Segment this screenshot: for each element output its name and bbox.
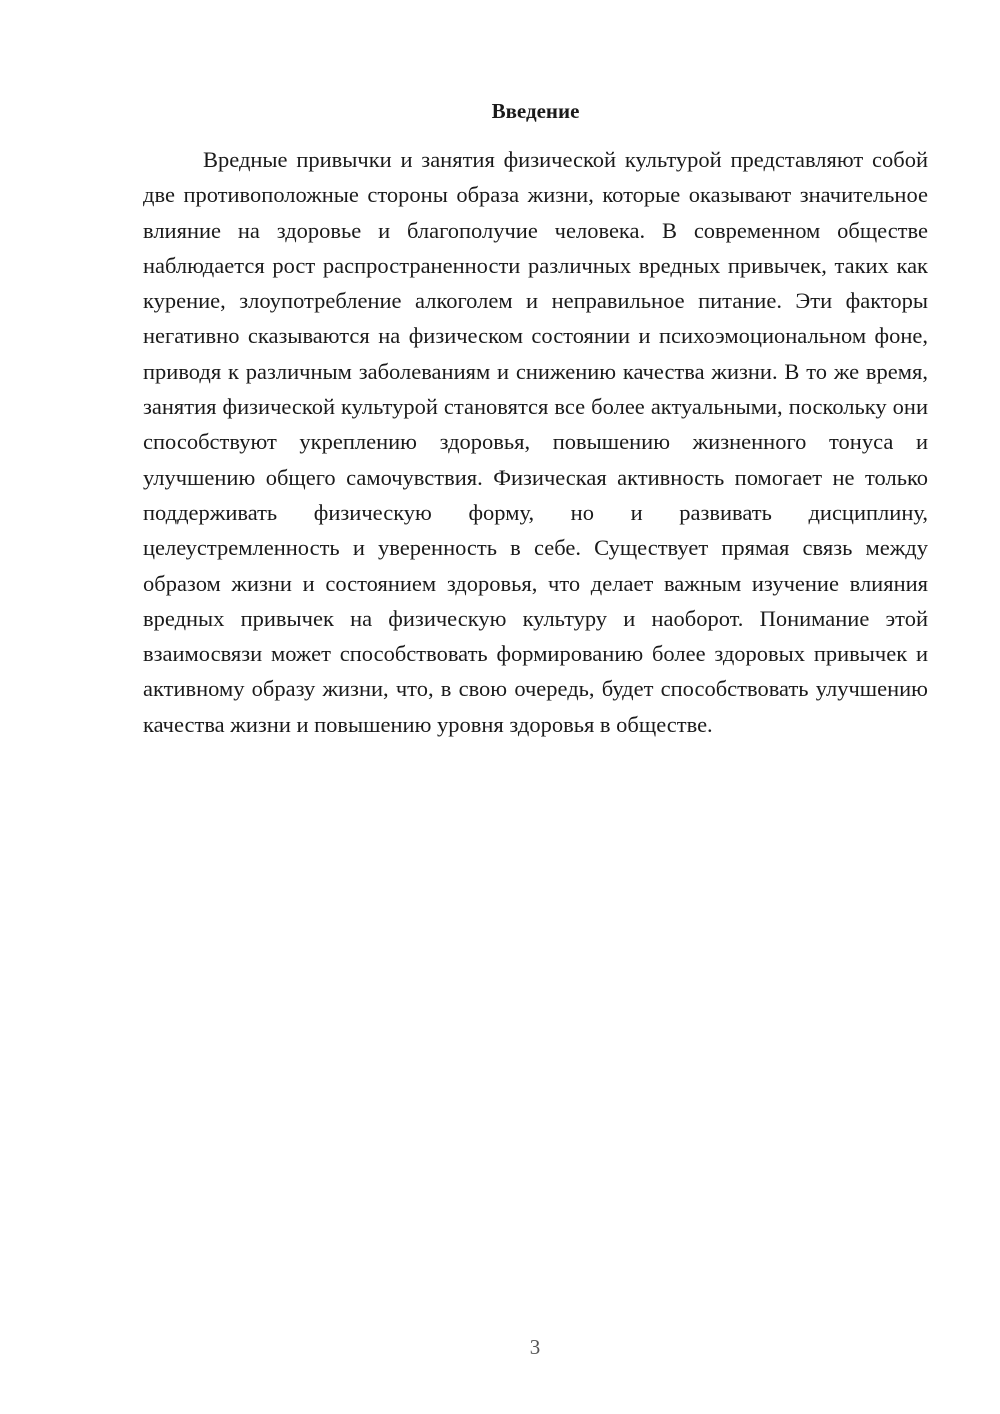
body-paragraph: Вредные привычки и занятия физической культурой представляют собой две противоположные стороны образа жизни, которые оказывают значительное влияние на здоровье и благополучие человека. В современном обществе наблюдается рост распространенности различных вредных привычек, таких как курение, злоупотребление алкоголем и неправильное питание. Эти факторы негативно сказываются на физическом состоянии и психоэмоциональном фоне, приводя к различным заболеваниям и снижению качества жизни. В то же время, занятия физической культурой становятся все более актуальными, поскольку они способствуют укреплению здоровья, повышению жизненного тонуса и улучшению общего самочувствия. Физическая активность помогает не только поддерживать физическую форму, но и развивать дисциплину, целеустремленность и уверенность в себе. Существует прямая связь между образом жизни и состоянием здоровья, что делает важным изучение влияния вредных привычек на физическую культуру и наоборот. Понимание этой взаимосвязи может способствовать формированию более здоровых привычек и активному образу жизни, что, в свою очередь, будет способствовать улучшению качества жизни и повышению уровня здоровья в обществе. bbox=[143, 147, 928, 737]
page-number: 3 bbox=[529, 1335, 541, 1359]
section-heading: Введение bbox=[491, 99, 580, 123]
